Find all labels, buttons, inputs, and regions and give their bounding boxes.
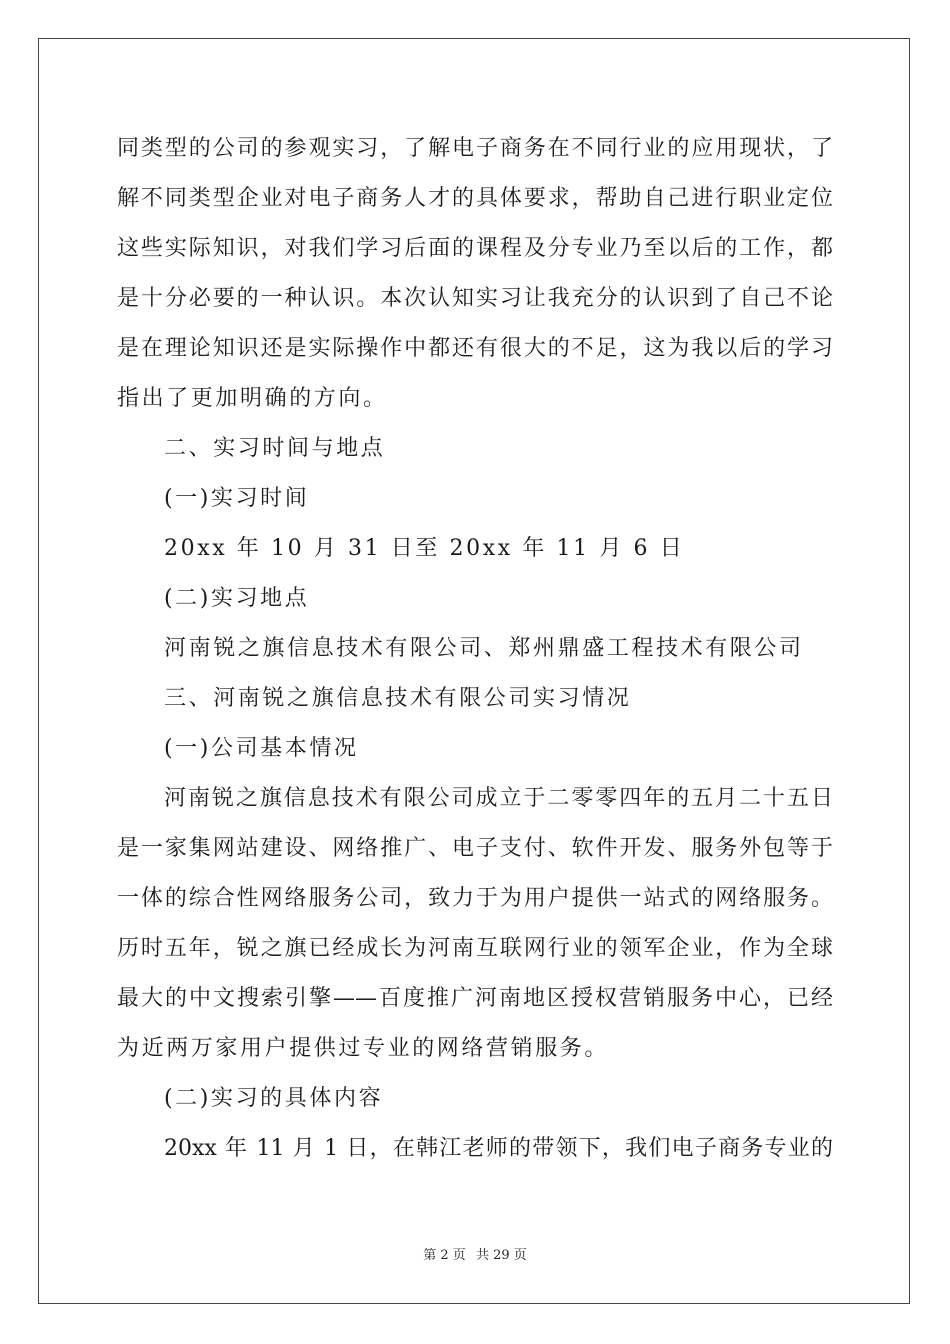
paragraph-line: 最大的中文搜索引擎——百度推广河南地区授权营销服务中心，已经	[117, 986, 833, 1011]
paragraph-line: 解不同类型企业对电子商务人才的具体要求，帮助自己进行职业定位	[117, 186, 833, 211]
document-body	[117, 124, 833, 1174]
paragraph-line: 是一家集网站建设、网络推广、电子支付、软件开发、服务外包等于	[117, 836, 833, 861]
paragraph-line: 是在理论知识还是实际操作中都还有很大的不足，这为我以后的学习	[117, 336, 833, 361]
paragraph-line: 历时五年，锐之旗已经成长为河南互联网行业的领军企业，作为全球	[117, 936, 833, 961]
internship-date: 20xx 年 10 月 31 日至 20xx 年 11 月 6 日	[164, 536, 685, 561]
paragraph-line: 河南锐之旗信息技术有限公司成立于二零零四年的五月二十五日	[164, 786, 833, 811]
paragraph-line: 一体的综合性网络服务公司，致力于为用户提供一站式的网络服务。	[117, 886, 833, 911]
paragraph-line: 为近两万家用户提供过专业的网络营销服务。	[117, 1036, 610, 1061]
paragraph-line: 指出了更加明确的方向。	[117, 386, 388, 411]
subsection-heading: (二)实习地点	[164, 586, 310, 611]
subsection-heading: (一)实习时间	[164, 486, 310, 511]
subsection-heading: (二)实习的具体内容	[164, 1086, 384, 1111]
internship-location: 河南锐之旗信息技术有限公司、郑州鼎盛工程技术有限公司	[164, 636, 804, 661]
paragraph-line: 是十分必要的一种认识。本次认知实习让我充分的认识到了自己不论	[117, 286, 833, 311]
page-number: 第 2 页	[423, 1248, 466, 1263]
section-heading: 三、河南锐之旗信息技术有限公司实习情况	[164, 686, 632, 711]
paragraph-line: 20xx 年 11 月 1 日，在韩江老师的带领下，我们电子商务专业的	[164, 1136, 833, 1161]
paragraph-line: 同类型的公司的参观实习，了解电子商务在不同行业的应用现状，了	[117, 136, 833, 161]
page-footer	[0, 1244, 950, 1263]
paragraph-line: 这些实际知识，对我们学习后面的课程及分专业乃至以后的工作，都	[117, 236, 833, 261]
section-heading: 二、实习时间与地点	[164, 436, 386, 461]
page-total: 共 29 页	[475, 1248, 527, 1263]
subsection-heading: (一)公司基本情况	[164, 736, 359, 761]
